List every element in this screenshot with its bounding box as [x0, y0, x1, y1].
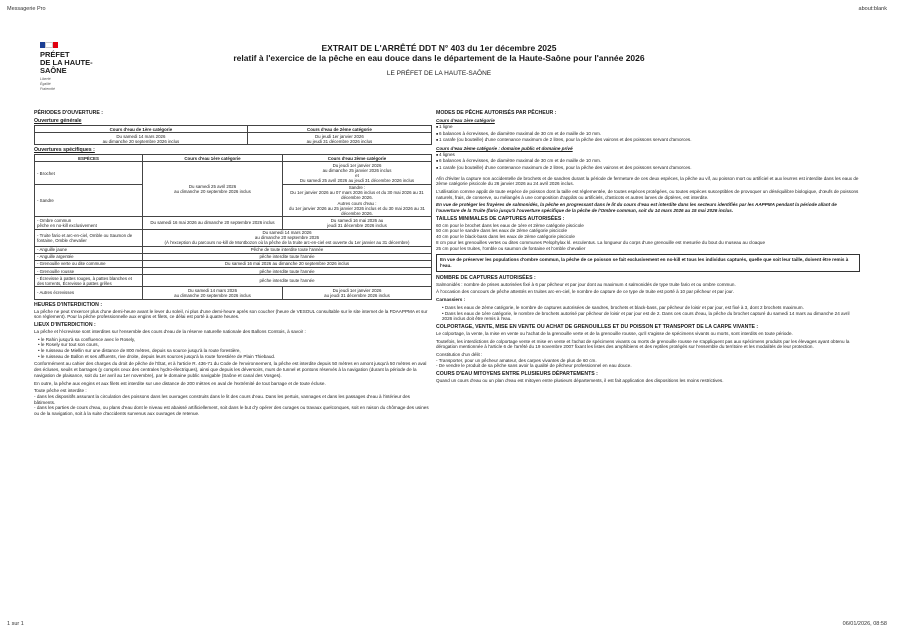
list-item: - Transporter, pour un pêcheur amateur, des carpes vivantes de plus de 60 cm. — [436, 357, 597, 363]
period-both: pêche interdite toute l'année — [143, 268, 432, 275]
cat2-header: Cours d'eau 2ème catégorie — [283, 155, 432, 162]
list-item: ■ 1 ligne — [436, 124, 860, 131]
species-header: ESPÈCES — [35, 155, 143, 162]
species-name: - Sandre — [35, 184, 143, 217]
list-item: - De vendre le produit de sa pêche sans avoir la qualité de pêcheur professionnel en eau douce. — [436, 363, 632, 369]
general-header-cat1: Cours d'eau de 1ère catégorie — [35, 126, 248, 133]
list-item: ■ 1 carafe (ou bouteille) d'une contenance maximum de 2 litres, pour la pêche des vairons et des poissons servant d'amorces. — [436, 137, 860, 144]
list-item-text: Dans les eaux de 2ème catégorie, le nombre de captures autorisées de sandres, brochets et black-bass, par pêcheur de loisir et par jour, est fixé à 3, dont 2 brochets maximum. — [444, 304, 804, 310]
list-item: • le ruisseau de Ballon et ses affluents, rive droite, depuis leurs sources jusqu'à la route forestière de Plain Thiebaud. — [38, 353, 276, 359]
period-both: Du samedi 14 mars 2026 au dimanche 20 septembre 2026 (À l'exception du parcours no-kill de Montbozon où la pêche de la truite arc-en-ciel est ouverte du 1er janvier au 31 décembre) — [143, 229, 432, 246]
places-paragraph-2: Conformément au cahier des charges du droit de pêche de l'État, et à l'article R. 436-71 du Code de l'environnement, la pêche est interdite depuis 50 mètres en amont jusqu'à 50 mètres en aval des écluses, seuils et barrages (y compris ceux des centrales hydro-électriques), ainsi que depuis les déversoirs, murs de tunnel et pontons réservés à la navigation (durant la période de la navigation de plaisance, soit du 1er avril au 1er novembre), par le domaine public navigable (Saône et canal des Vosges). — [34, 361, 427, 378]
species-name: - Anguille jaune — [35, 246, 143, 253]
list-item-text: Transporter, pour un pêcheur amateur, des carpes vivantes de plus de 60 cm. — [438, 357, 597, 363]
specific-opening-heading: Ouvertures spécifiques : — [34, 147, 95, 154]
motto-egalite: Égalité — [40, 82, 51, 86]
mitoyen-text: Quand un cours d'eau ou un plan d'eau est mitoyen entre plusieurs départements, il est fait application des dispositions les moins restrictives. — [436, 378, 724, 384]
republic-motto — [40, 77, 98, 92]
period-both: pêche interdite toute l'année — [143, 253, 432, 260]
ombre-notice-box: En vue de préserver les populations d'ombre commun, la pêche de ce poisson se fait exclusivement en no-kill et tous les individus capturés, quelle que soit leur taille, doivent être remis à l'eau. — [436, 254, 860, 271]
list-item: - dans les parties de cours d'eau, ou plans d'eau dont le niveau est abaissé artificiellement, soit dans le but d'y opérer des curages ou travaux quelconques, soit en raison du chômage des usines ou de la navigation, soit à la suite d'accidents survenus aux ouvrages de retenue. — [34, 405, 429, 417]
species-name: - Autres écrevisses — [35, 287, 143, 299]
list-item: 40 cm pour le black-bass dans les eaux de 2ème catégorie piscicole — [436, 234, 575, 240]
places-paragraph-4 — [34, 394, 432, 417]
period-cat1: Du samedi 14 mars 2026 au dimanche 20 septembre 2026 inclus — [143, 287, 283, 299]
decree-authority: LE PRÉFET DE LA HAUTE-SAÔNE — [386, 70, 492, 77]
live-bait-paragraph: Afin d'éviter la capture non accidentelle de brochets et de sandres durant la période de fermeture de ces deux espèces, la pêche au vif, au poisson mort ou artificiel et aux leurres est interdite dans les eaux de 2ème catégorie piscicole du 26 janvier 2026 au 24 avril 2026 inclus. — [436, 175, 859, 187]
table-row — [35, 229, 432, 246]
carnivore-list — [442, 305, 860, 322]
periods-heading: PÉRIODES D'OUVERTURE : — [34, 110, 103, 116]
places-paragraph-3: En outre, la pêche aux engins et aux filets est interdite sur une distance de 200 mètres en aval de l'extrémité de tout barrage et de toute écluse. — [34, 380, 326, 386]
table-row — [35, 287, 432, 299]
hours-text: La pêche ne peut s'exercer plus d'une demi-heure avant le lever du soleil, ni plus d'une demi-heure après son coucher (heure de VESOUL consultable sur le site internet de la FDAAPPMA et sur son règlement). Pour la pêche professionnelle aux engins et filets, ce délai est porté à quatre heures. — [34, 308, 428, 320]
species-name: - Anguille argentée — [35, 253, 143, 260]
table-row — [35, 260, 432, 267]
republic-flag-icon — [40, 42, 58, 48]
decree-title: EXTRAIT DE L'ARRÊTÉ DDT N° 403 du 1er décembre 2025 — [321, 43, 557, 53]
places-paragraph-4-intro: Toute pêche est interdite : — [34, 388, 87, 394]
period-both: Pêche de toute interdite toute l'année — [143, 246, 432, 253]
list-item: - dans les dispositifs assurant la circulation des poissons dans les ouvrages construits dans le lit des cours d'eau. Dans les pertuis, vannages et dans les passages d'eau à l'intérieur des bâtiments. — [34, 393, 410, 405]
print-app-name: Messagerie Pro — [7, 6, 46, 12]
list-item: • le Rosely sur tout son cours, — [38, 342, 99, 348]
salmonid-count: Salmonidés : nombre de prises autorisées fixé à 6 par pêcheur et par jour dont au maximum 4 salmonidés de type truite fario et ou ombre commun. — [436, 281, 736, 287]
list-item: ■ 4 lignes — [436, 152, 860, 159]
left-column — [34, 108, 432, 419]
general-opening-table — [34, 125, 432, 145]
species-table — [34, 154, 432, 299]
general-value-cat1: Du samedi 14 mars 2026 au dimanche 20 septembre 2026 inclus — [35, 133, 248, 145]
list-item-text: Dans les eaux de 1ère catégorie, le nombre de brochets autorisé par pêcheur de loisir et par jour est de 2. Dans ces cours d'eau, la pêche du brochet capturé du samedi 14 mars au dimanche 24 avril 2026 inclus doit être remis à l'eau. — [442, 310, 850, 322]
cat2-modes-heading: Cours d'eau 2ème catégorie : domaine public et domaine privé — [436, 145, 573, 151]
general-opening-heading: Ouverture générale — [34, 118, 82, 124]
period-cat1: Du samedi 16 mai 2026 au dimanche 20 septembre 2026 inclus — [143, 217, 283, 229]
print-page-number: 1 sur 1 — [7, 621, 24, 627]
modes-heading: MODES DE PÊCHE AUTORISÉS PAR PÊCHEUR : — [436, 110, 557, 116]
places-heading: LIEUX D'INTERDICTION : — [34, 321, 96, 328]
spawning-paragraph: En vue de protéger les frayères de salmonidés, la pêche en progressant dans le lit du cours d'eau est interdite dans les secteurs identifiés par les AAPPMA pendant la période allant de l'ouverture de la Truite (fario jusqu'à l'ouverture spécifique de la pêche de l'Ombre commun, soit du 14 mars 2026 au 15 mai 2026 inclus. — [436, 202, 837, 214]
period-cat2: Sandre : Du 1er janvier 2026 au 07 mars 2026 inclus et du 30 mai 2026 au 31 décembre 2026. Autres cours d'eau : du 1er janvier 2026 au 25 janvier 2026 inclus et du 30 mai 2026 au 31 décembre 2026. — [283, 184, 432, 217]
cat1-modes-heading: Cours d'eau 1ère catégorie — [436, 118, 495, 123]
hours-heading: HEURES D'INTERDICTION : — [34, 301, 103, 308]
general-value-cat2: Du jeudi 1er janvier 2026 au jeudi 31 décembre 2026 inclus — [247, 133, 431, 145]
list-item-text: le ruisseau de Ballon et ses affluents, rive droite, depuis leurs sources jusqu'à la route forestière de Plain Thiebaud. — [40, 353, 276, 359]
cat1-header: Cours d'eau 1ère catégorie — [143, 155, 283, 162]
motto-liberte: Liberté — [40, 77, 51, 81]
list-item: 60 cm pour le brochet dans les eaux de 1ère et 2ème catégorie piscicole — [436, 222, 584, 228]
list-item: • le ruisseau de Miellin sur une distance de 800 mètres, depuis sa source jusqu'à la route forestière, — [38, 348, 241, 354]
decree-subtitle: relatif à l'exercice de la pêche en eau douce dans le département de la Haute-Saône pour l'année 2026 — [233, 53, 645, 63]
flag-white-band — [45, 42, 52, 48]
prefecture-logo — [40, 42, 98, 92]
table-row — [35, 217, 432, 229]
counts-heading: NOMBRE DE CAPTURES AUTORISÉES : — [436, 274, 536, 281]
list-item: • Dans les eaux de 2ème catégorie, le nombre de captures autorisées de sandres, brochets et black-bass, par pêcheur de loisir et par jour, est fixé à 3, dont 2 brochets maximum. — [442, 304, 804, 310]
list-item: ■ 6 balances à écrevisses, de diamètre maximal de 30 cm et de maille de 10 mm. — [436, 131, 860, 138]
list-item-text: dans les parties de cours d'eau, ou plans d'eau dont le niveau est abaissé artificiellement, soit dans le but d'y opérer des curages ou travaux quelconques, soit en raison du chômage des usines ou de la navigation, soit à la suite d'accidents survenus aux ouvrages de retenue. — [34, 405, 429, 417]
list-item: 50 cm pour le sandre dans les eaux de 2ème catégorie piscicole — [436, 228, 567, 234]
sizes-list — [436, 223, 860, 252]
period-both: Du samedi 16 mai 2026 au dimanche 20 septembre 2026 inclus — [143, 260, 432, 267]
colportage-paragraph-2: Toutefois, les interdictions de colportage vente et mise en vente et l'achat de spécimens vivants ou morts de grenouille rousse ne s'appliquent pas aux spécimens produits par les élevages ayant obtenu la dérogation mentionnée à l'article 6 de l'arrêté du 19 novembre 2007 fixant les listes des amphibiens et des reptiles protégés sur l'ensemble du territoire et les modalités de leur protection. — [436, 338, 850, 350]
places-list — [38, 337, 432, 360]
prefecture-name-2: DE LA HAUTE- — [40, 58, 93, 67]
document-titles — [214, 43, 664, 77]
period-cat2: Du jeudi 1er janvier 2026 au jeudi 31 décembre 2026 inclus — [283, 287, 432, 299]
list-item-text: dans les dispositifs assurant la circulation des poissons dans les ouvrages construits dans le lit des cours d'eau. Dans les pertuis, vannages et dans les passages d'eau à l'intérieur des bâtiments. — [34, 393, 410, 405]
prefecture-name-1: PRÉFET — [40, 50, 70, 59]
species-name: - Grenouille verte ou dite commune — [35, 260, 143, 267]
species-name: - Grenouille rousse — [35, 268, 143, 275]
list-item-text: De vendre le produit de sa pêche sans avoir la qualité de pêcheur professionnel en eau douce. — [438, 363, 632, 369]
right-column — [436, 108, 860, 386]
species-name: - Brochet — [35, 162, 143, 184]
list-item-text: le Rahin jusqu'à sa confluence avec le Rosely, — [40, 336, 136, 342]
table-row — [35, 268, 432, 275]
list-item-text: le ruisseau de Miellin sur une distance de 800 mètres, depuis sa source jusqu'à la route forestière, — [40, 348, 241, 354]
period-cat2: Du samedi 16 mai 2026 au jeudi 31 décembre 2026 inclus — [283, 217, 432, 229]
table-row — [35, 162, 432, 184]
list-item: ■ 1 carafe (ou bouteille) d'une contenance maximum de 2 litres, pour la pêche des vairons et des poissons servant d'amorces. — [436, 165, 860, 172]
colportage-paragraph-1: Le colportage, la vente, la mise en vente ou l'achat de la grenouille verte et de la grenouille rousse, qu'il s'agisse de spécimens vivants ou morts, sont interdits en toute période. — [436, 330, 793, 336]
offence-intro: Constitution d'un délit : — [436, 352, 483, 358]
species-name: - Écrevisse à pattes rouges, à pattes blanches et des torrents, Écrevisse à pattes grêles — [35, 275, 143, 287]
table-row — [35, 275, 432, 287]
print-datetime: 06/01/2026, 08:58 — [842, 621, 887, 627]
sizes-heading: TAILLES MINIMALES DE CAPTURES AUTORISÉES : — [436, 215, 565, 222]
period-cat1: Du samedi 25 avril 2026 au dimanche 20 septembre 2026 inclus — [143, 162, 283, 217]
motto-fraternite: Fraternité — [40, 87, 55, 91]
species-name: - Ombre commun pêche en no-kill exclusivement — [35, 217, 143, 229]
print-page-url: about:blank — [858, 6, 887, 12]
colportage-heading: COLPORTAGE, VENTE, MISE EN VENTE OU ACHAT DE GRENOUILLES ET DU POISSON ET TRANSPORT DE LA CARPE VIVANTE : — [436, 323, 759, 330]
list-item: ■ 6 balances à écrevisses, de diamètre maximal de 30 cm et de maille de 10 mm. — [436, 158, 860, 165]
period-cat2: Du jeudi 1er janvier 2026 au dimanche 25 janvier 2026 inclus et Du samedi 25 avril 2026 au jeudi 31 décembre 2026 inclus — [283, 162, 432, 184]
contest-count: À l'occasion des concours de pêche attestés en truites arc-en-ciel, le nombre de capture de ce type de truite est porté à 10 par pêcheur et par jour. — [436, 289, 734, 295]
list-item-text: le Rosely sur tout son cours, — [40, 342, 99, 348]
general-header-cat2: Cours d'eau de 2ème catégorie — [247, 126, 431, 133]
flag-red-band — [53, 42, 58, 48]
arrete-document — [34, 28, 862, 606]
offence-list — [436, 358, 860, 369]
list-item: 8 cm pour les grenouilles vertes ou dites communes Pelophylax kl. esculentus. La longueur du corps d'une grenouille est mesurée du bout du museau au cloaque — [436, 239, 766, 245]
places-intro: La pêche et l'écrevisse sont interdites sur l'ensemble des cours d'eau de la réserve naturelle nationale des Ballons Comtois, à savoir : — [34, 328, 306, 334]
bait-paragraph: L'utilisation comme appât de toute espèce de poisson dont la taille est réglementée, de toutes espèces protégées, ou toutes espèces susceptibles de provoquer un déséquilibre biologique, d'œufs de poissons naturels, frais, de conserve, ou mélangés à une composition d'appâts ou artificiels, d'asticots et autres larves de diptères, est interdite. — [436, 188, 859, 200]
species-name: - Truite fario et arc-en-ciel, Omble ou Saumon de fontaine, Omble chevalier — [35, 229, 143, 246]
carnivore-heading: Carnassiers : — [436, 297, 466, 303]
list-item: • Dans les eaux de 1ère catégorie, le nombre de brochets autorisé par pêcheur de loisir et par jour est de 2. Dans ces cours d'eau, la pêche du brochet capturé du samedi 14 mars au dimanche 24 avril 2026 inclus doit être remis à l'eau. — [442, 310, 850, 322]
list-item: • le Rahin jusqu'à sa confluence avec le Rosely, — [38, 336, 136, 342]
table-row — [35, 253, 432, 260]
period-both: pêche interdite toute l'année — [143, 275, 432, 287]
table-row — [35, 246, 432, 253]
list-item: 25 cm pour les truites, l'omble ou saumon de fontaine et l'omble chevalier — [436, 245, 586, 251]
prefecture-name-3: SAÔNE — [40, 66, 67, 75]
mitoyen-heading: COURS D'EAU MITOYENS ENTRE PLUSIEURS DÉPARTEMENTS : — [436, 371, 598, 378]
